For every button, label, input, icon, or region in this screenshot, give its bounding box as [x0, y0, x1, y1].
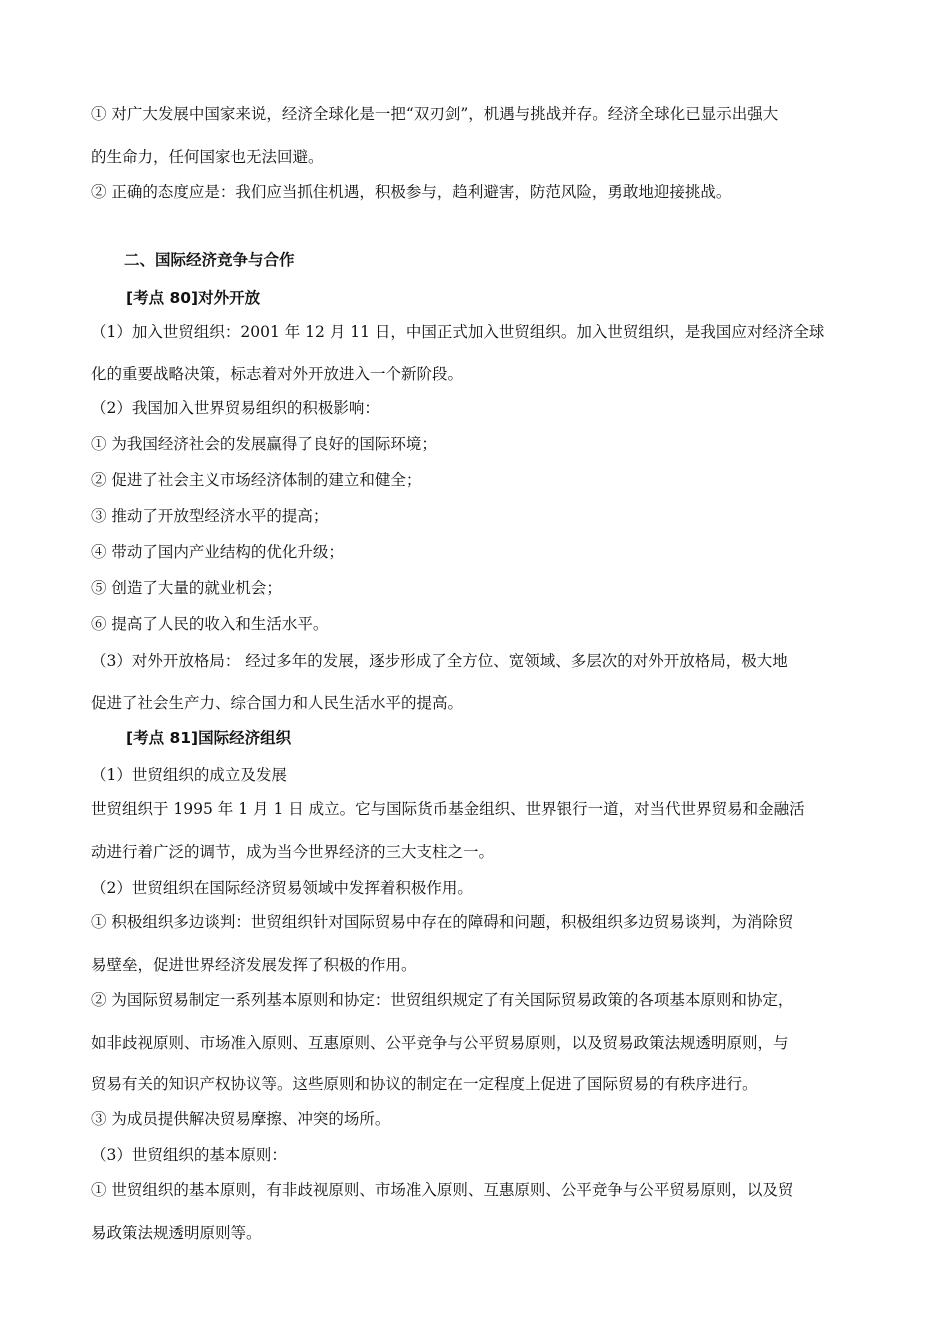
paragraph-line: （3）世贸组织的基本原则： [91, 1146, 287, 1164]
list-item: ③ 推动了开放型经济水平的提高； [91, 507, 329, 525]
paragraph-line: 如非歧视原则、市场准入原则、互惠原则、公平竞争与公平贸易原则，以及贸易政策法规透明原则，与 [91, 1034, 789, 1052]
paragraph-line: 促进了社会生产力、综合国力和人民生活水平的提高。 [91, 694, 464, 712]
paragraph-line: （3）对外开放格局： 经过多年的发展，逐步形成了全方位、宽领域、多层次的对外开放格局，极大地 [91, 652, 788, 670]
paragraph-line: （2）世贸组织在国际经济贸易领域中发挥着积极作用。 [91, 879, 473, 897]
paragraph-line: ① 对广大发展中国家来说，经济全球化是一把“双刃剑”，机遇与挑战并存。经济全球化已显示出强大 [91, 105, 779, 123]
paragraph-line: ③ 为成员提供解决贸易摩擦、冲突的场所。 [91, 1110, 391, 1128]
paragraph-line: （1）世贸组织的成立及发展 [91, 766, 287, 784]
kaodian-heading: [考点 81]国际经济组织 [126, 729, 292, 747]
paragraph-line: 动进行着广泛的调节，成为当今世界经济的三大支柱之一。 [91, 843, 495, 861]
paragraph-line: （1）加入世贸组织：2001 年 12 月 11 日，中国正式加入世贸组织。加入世贸组织，是我国应对经济全球 [91, 323, 825, 341]
paragraph-line: 世贸组织于 1995 年 1 月 1 日 成立。它与国际货币基金组织、世界银行一道，对当代世界贸易和金融活 [91, 800, 805, 818]
section-heading: 二、国际经济竞争与合作 [124, 251, 295, 269]
paragraph-line: 易壁垒，促进世界经济发展发挥了积极的作用。 [91, 956, 417, 974]
list-item: ⑥ 提高了人民的收入和生活水平。 [91, 615, 329, 633]
paragraph-line: 的生命力，任何国家也无法回避。 [91, 148, 324, 166]
paragraph-line: 易政策法规透明原则等。 [91, 1224, 262, 1242]
paragraph-line: ① 世贸组织的基本原则，有非歧视原则、市场准入原则、互惠原则、公平竞争与公平贸易原则，以及贸 [91, 1181, 794, 1199]
paragraph-line: 化的重要战略决策，标志着对外开放进入一个新阶段。 [91, 365, 464, 383]
paragraph-line: ② 为国际贸易制定一系列基本原则和协定：世贸组织规定了有关国际贸易政策的各项基本原则和协定， [91, 991, 794, 1009]
list-item: ② 促进了社会主义市场经济体制的建立和健全； [91, 471, 422, 489]
paragraph-line: ② 正确的态度应是：我们应当抓住机遇，积极参与，趋利避害，防范风险，勇敢地迎接挑战。 [91, 183, 732, 201]
list-item: ④ 带动了国内产业结构的优化升级； [91, 543, 344, 561]
list-item: ⑤ 创造了大量的就业机会； [91, 579, 282, 597]
paragraph-line: 贸易有关的知识产权协议等。这些原则和协议的制定在一定程度上促进了国际贸易的有秩序进行。 [91, 1075, 758, 1093]
paragraph-line: （2）我国加入世界贸易组织的积极影响： [91, 399, 380, 417]
paragraph-line: ① 积极组织多边谈判：世贸组织针对国际贸易中存在的障碍和问题，积极组织多边贸易谈判，为消除贸 [91, 913, 794, 931]
list-item: ① 为我国经济社会的发展赢得了良好的国际环境； [91, 435, 437, 453]
kaodian-heading: [考点 80]对外开放 [126, 289, 261, 307]
